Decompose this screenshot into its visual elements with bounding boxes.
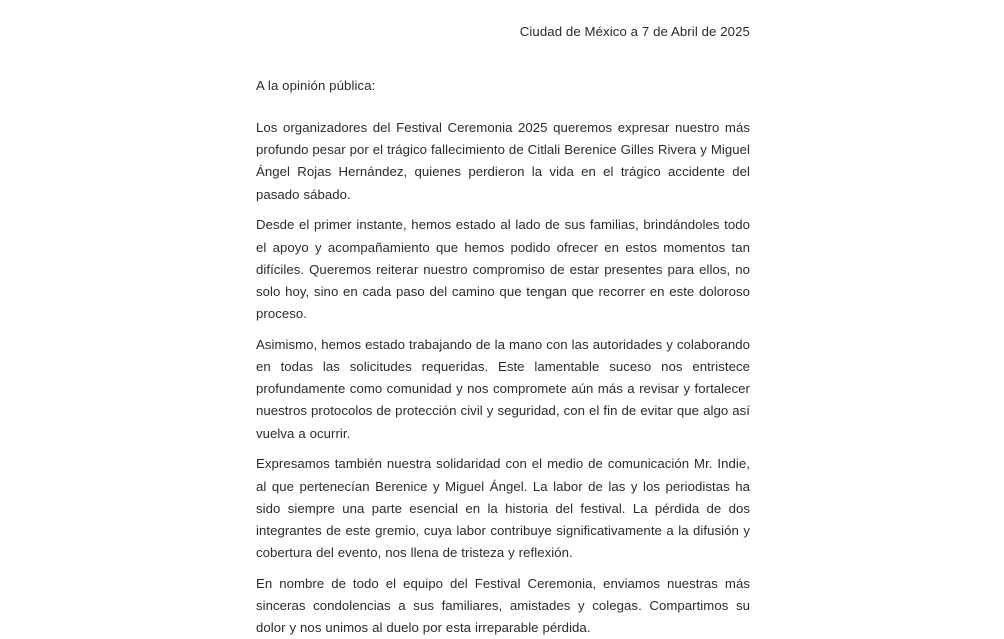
body-copy: [256, 117, 750, 639]
paragraph: Expresamos también nuestra solidaridad con el medio de comunicación Mr. Indie, al que pertenecían Berenice y Miguel Ángel. La labor de las y los periodistas ha sido siempre una parte esencial en la historia del festival. La pérdida de dos integrantes de este gremio, cuya labor contribuye significativamente a la difusión y cobertura del evento, nos llena de tristeza y reflexión.: [256, 456, 750, 561]
paragraph: Los organizadores del Festival Ceremonia 2025 queremos expresar nuestro más profundo pesar por el trágico fallecimiento de Citlali Berenice Gilles Rivera y Miguel Ángel Rojas Hernández, quienes perdieron la vida en el trágico accidente del pasado sábado.: [256, 120, 750, 202]
salutation: A la opinión pública:: [256, 78, 376, 93]
paragraph: Desde el primer instante, hemos estado al lado de sus familias, brindándoles todo el apoyo y acompañamiento que hemos podido ofrecer en estos momentos tan difíciles. Queremos reiterar nuestro compromiso de estar presentes para ellos, no solo hoy, sino en cada paso del camino que tengan que recorrer en este doloroso proceso.: [256, 217, 750, 322]
paragraph: Asimismo, hemos estado trabajando de la mano con las autoridades y colaborando en todas las solicitudes requeridas. Este lamentable suceso nos entristece profundamente como comunidad y nos compromete aún más a revisar y fortalecer nuestros protocolos de protección civil y seguridad, con el fin de evitar que algo así vuelva a ocurrir.: [256, 336, 750, 441]
paragraph: En nombre de todo el equipo del Festival Ceremonia, enviamos nuestras más sinceras condolencias a sus familiares, amistades y colegas. Compartimos su dolor y nos unimos al duelo por esta irreparable pérdida.: [256, 575, 750, 636]
dateline: Ciudad de México a 7 de Abril de 2025: [519, 24, 750, 39]
document-content-column: [256, 0, 750, 639]
